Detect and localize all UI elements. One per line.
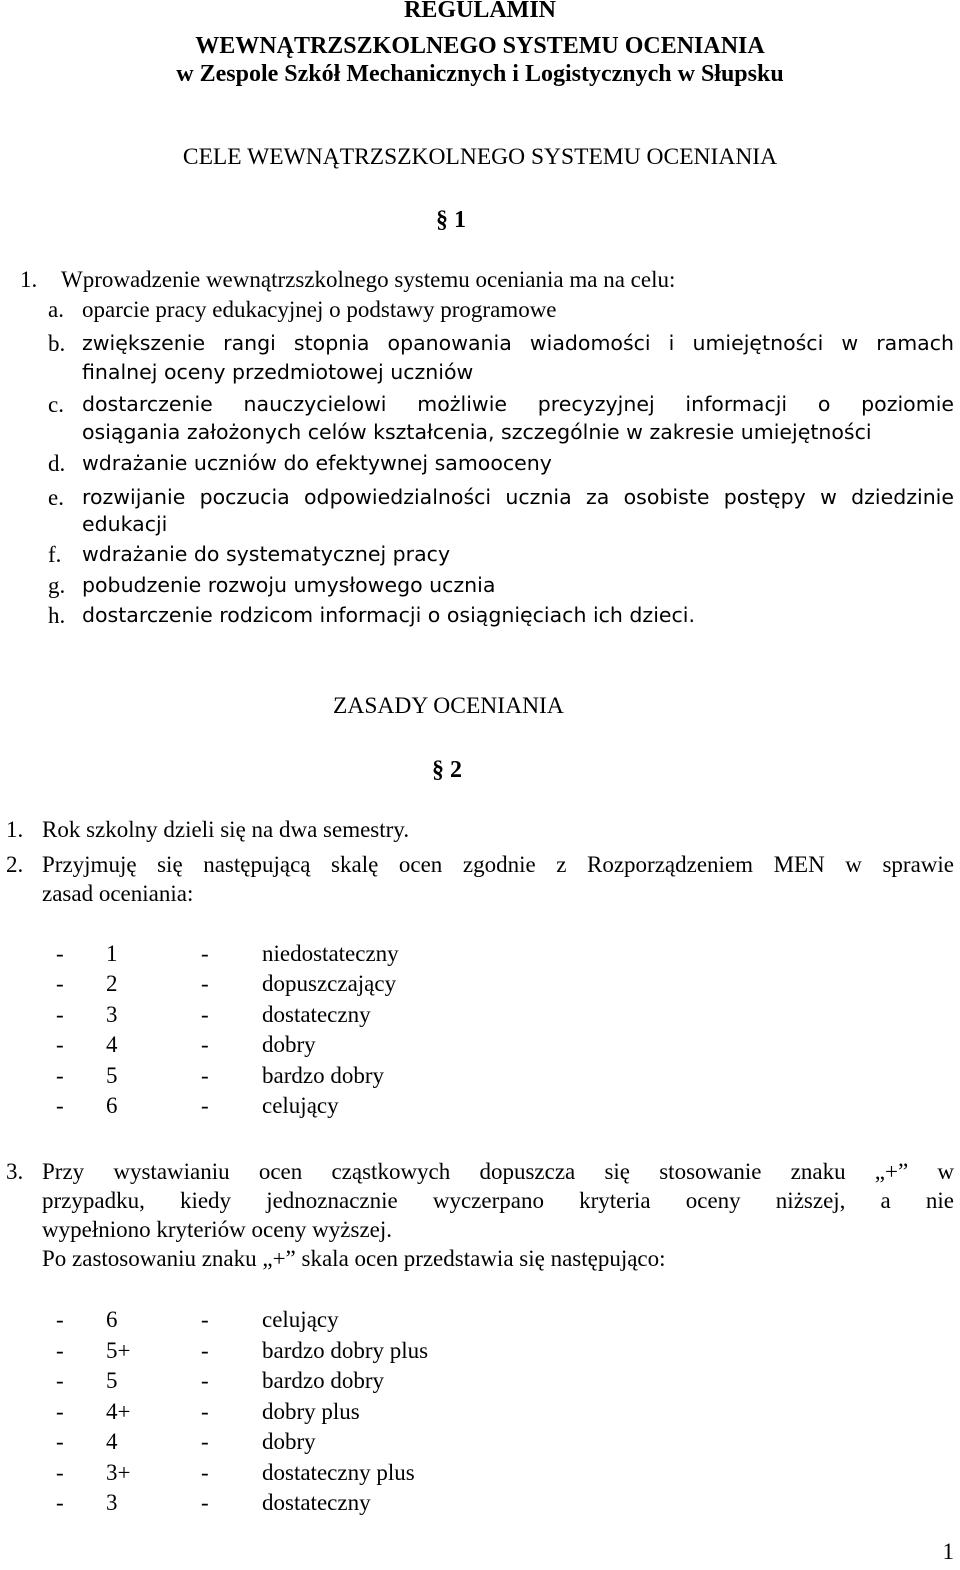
document-title: REGULAMIN [403, 0, 556, 23]
grade-scale-row [56, 1031, 556, 1059]
section2-paragraph-mark: § 2 [432, 757, 462, 783]
grade-name: bardzo dobry [262, 1063, 384, 1088]
item-text: pobudzenie rozwoju umysłowego ucznia [82, 573, 496, 597]
grade-separator: - [201, 941, 209, 966]
grade-dash: - [56, 971, 64, 996]
point-text-continuation: przypadku, kiedy jednoznacznie wyczerpano kryteria oceny niższej, a nie [42, 1188, 954, 1213]
grade-name: dostateczny plus [262, 1460, 415, 1485]
item-text-continuation: osiągania założonych celów kształcenia, szczególnie w zakresie umiejętności [82, 420, 872, 444]
grade-name: bardzo dobry plus [262, 1338, 429, 1363]
grade-name: dobry [262, 1032, 316, 1057]
grade-separator: - [201, 1032, 209, 1057]
section2-heading: ZASADY OCENIANIA [333, 693, 564, 719]
grade-dash: - [56, 1368, 64, 1393]
page-number: 1 [942, 1539, 954, 1564]
grade-value: 3 [106, 1490, 118, 1515]
grade-value: 5+ [106, 1338, 131, 1363]
intro-number: 1. [20, 267, 38, 292]
item-text: oparcie pracy edukacyjnej o podstawy programowe [82, 297, 557, 322]
grade-value: 4 [106, 1032, 118, 1057]
item-text: wdrażanie uczniów do efektywnej samooceny [82, 451, 552, 475]
item-text: zwiększenie rangi stopnia opanowania wiadomości i umiejętności w ramach [82, 331, 954, 355]
grade-value: 1 [106, 941, 118, 966]
grade-name: niedostateczny [262, 941, 399, 966]
grade-value: 6 [106, 1307, 118, 1332]
grade-value: 2 [106, 971, 118, 996]
item-letter: g. [48, 573, 66, 598]
plus-scale-row [56, 1489, 556, 1517]
grade-scale-row [56, 1092, 556, 1120]
grade-separator: - [201, 1490, 209, 1515]
grade-separator: - [201, 1460, 209, 1485]
grade-scale-row [56, 1001, 556, 1029]
plus-scale-row [56, 1459, 556, 1487]
grade-dash: - [56, 1032, 64, 1057]
point-text-continuation: zasad oceniania: [42, 881, 194, 906]
grade-separator: - [201, 1338, 209, 1363]
grade-scale-row [56, 940, 556, 968]
grade-separator: - [201, 1002, 209, 1027]
grade-name: celujący [262, 1307, 339, 1332]
plus-scale-row [56, 1306, 556, 1334]
grade-dash: - [56, 1338, 64, 1363]
grade-scale-row [56, 1062, 556, 1090]
point-text-after: Po zastosowaniu znaku „+” skala ocen przedstawia się następująco: [42, 1246, 666, 1271]
grade-dash: - [56, 1460, 64, 1485]
item-letter: b. [48, 331, 66, 356]
item-letter: f. [48, 542, 62, 567]
grade-value: 4 [106, 1429, 118, 1454]
point-text: Rok szkolny dzieli się na dwa semestry. [42, 817, 410, 842]
grade-dash: - [56, 1093, 64, 1118]
grade-value: 6 [106, 1093, 118, 1118]
grade-value: 3+ [106, 1460, 131, 1485]
plus-scale-row [56, 1337, 556, 1365]
point-number: 2. [6, 852, 24, 877]
grade-separator: - [201, 1093, 209, 1118]
grade-name: dopuszczający [262, 971, 397, 996]
point-number: 3. [6, 1159, 24, 1184]
item-text: rozwijanie poczucia odpowiedzialności ucznia za osobiste postępy w dziedzinie [82, 485, 954, 509]
grade-dash: - [56, 1063, 64, 1088]
item-letter: d. [48, 451, 66, 476]
item-letter: e. [48, 485, 64, 510]
item-text-continuation: edukacji [82, 512, 168, 536]
grade-name: dostateczny [262, 1490, 371, 1515]
grade-separator: - [201, 1368, 209, 1393]
plus-scale-row [56, 1428, 556, 1456]
grade-separator: - [201, 1307, 209, 1332]
grade-name: dobry [262, 1429, 316, 1454]
grade-dash: - [56, 1002, 64, 1027]
grade-scale-row [56, 970, 556, 998]
grade-separator: - [201, 1399, 209, 1424]
plus-scale-row [56, 1398, 556, 1426]
section1-heading: CELE WEWNĄTRZSZKOLNEGO SYSTEMU OCENIANIA [182, 144, 778, 170]
grade-name: dobry plus [262, 1399, 360, 1424]
section1-paragraph-mark: § 1 [436, 207, 466, 233]
grade-dash: - [56, 1399, 64, 1424]
item-text: wdrażanie do systematycznej pracy [82, 542, 451, 566]
item-text-continuation: finalnej oceny przedmiotowej uczniów [82, 360, 474, 384]
intro-text: Wprowadzenie wewnątrzszkolnego systemu oceniania ma na celu: [61, 267, 676, 292]
grade-name: celujący [262, 1093, 339, 1118]
grade-dash: - [56, 941, 64, 966]
school-name: w Zespole Szkół Mechanicznych i Logistycznych w Słupsku [176, 61, 784, 87]
grade-separator: - [201, 1063, 209, 1088]
plus-scale-row [56, 1367, 556, 1395]
grade-value: 3 [106, 1002, 118, 1027]
item-text: dostarczenie nauczycielowi możliwie precyzyjnej informacji o poziomie [82, 392, 954, 416]
item-text: dostarczenie rodzicom informacji o osiągnięciach ich dzieci. [82, 603, 695, 627]
grade-separator: - [201, 1429, 209, 1454]
point-text: Przy wystawianiu ocen cząstkowych dopuszcza się stosowanie znaku „+” w [42, 1159, 954, 1184]
grade-dash: - [56, 1429, 64, 1454]
grade-name: bardzo dobry [262, 1368, 384, 1393]
point-number: 1. [6, 817, 24, 842]
grade-value: 5 [106, 1368, 118, 1393]
grade-value: 5 [106, 1063, 118, 1088]
document-subtitle: WEWNĄTRZSZKOLNEGO SYSTEMU OCENIANIA [195, 33, 765, 59]
point-text: Przyjmuję się następującą skalę ocen zgodnie z Rozporządzeniem MEN w sprawie [42, 852, 954, 877]
item-letter: c. [48, 392, 64, 417]
grade-name: dostateczny [262, 1002, 371, 1027]
grade-dash: - [56, 1490, 64, 1515]
item-letter: h. [48, 603, 66, 628]
grade-value: 4+ [106, 1399, 131, 1424]
grade-separator: - [201, 971, 209, 996]
item-letter: a. [48, 297, 64, 322]
point-text-continuation: wypełniono kryteriów oceny wyższej. [42, 1217, 393, 1242]
grade-dash: - [56, 1307, 64, 1332]
